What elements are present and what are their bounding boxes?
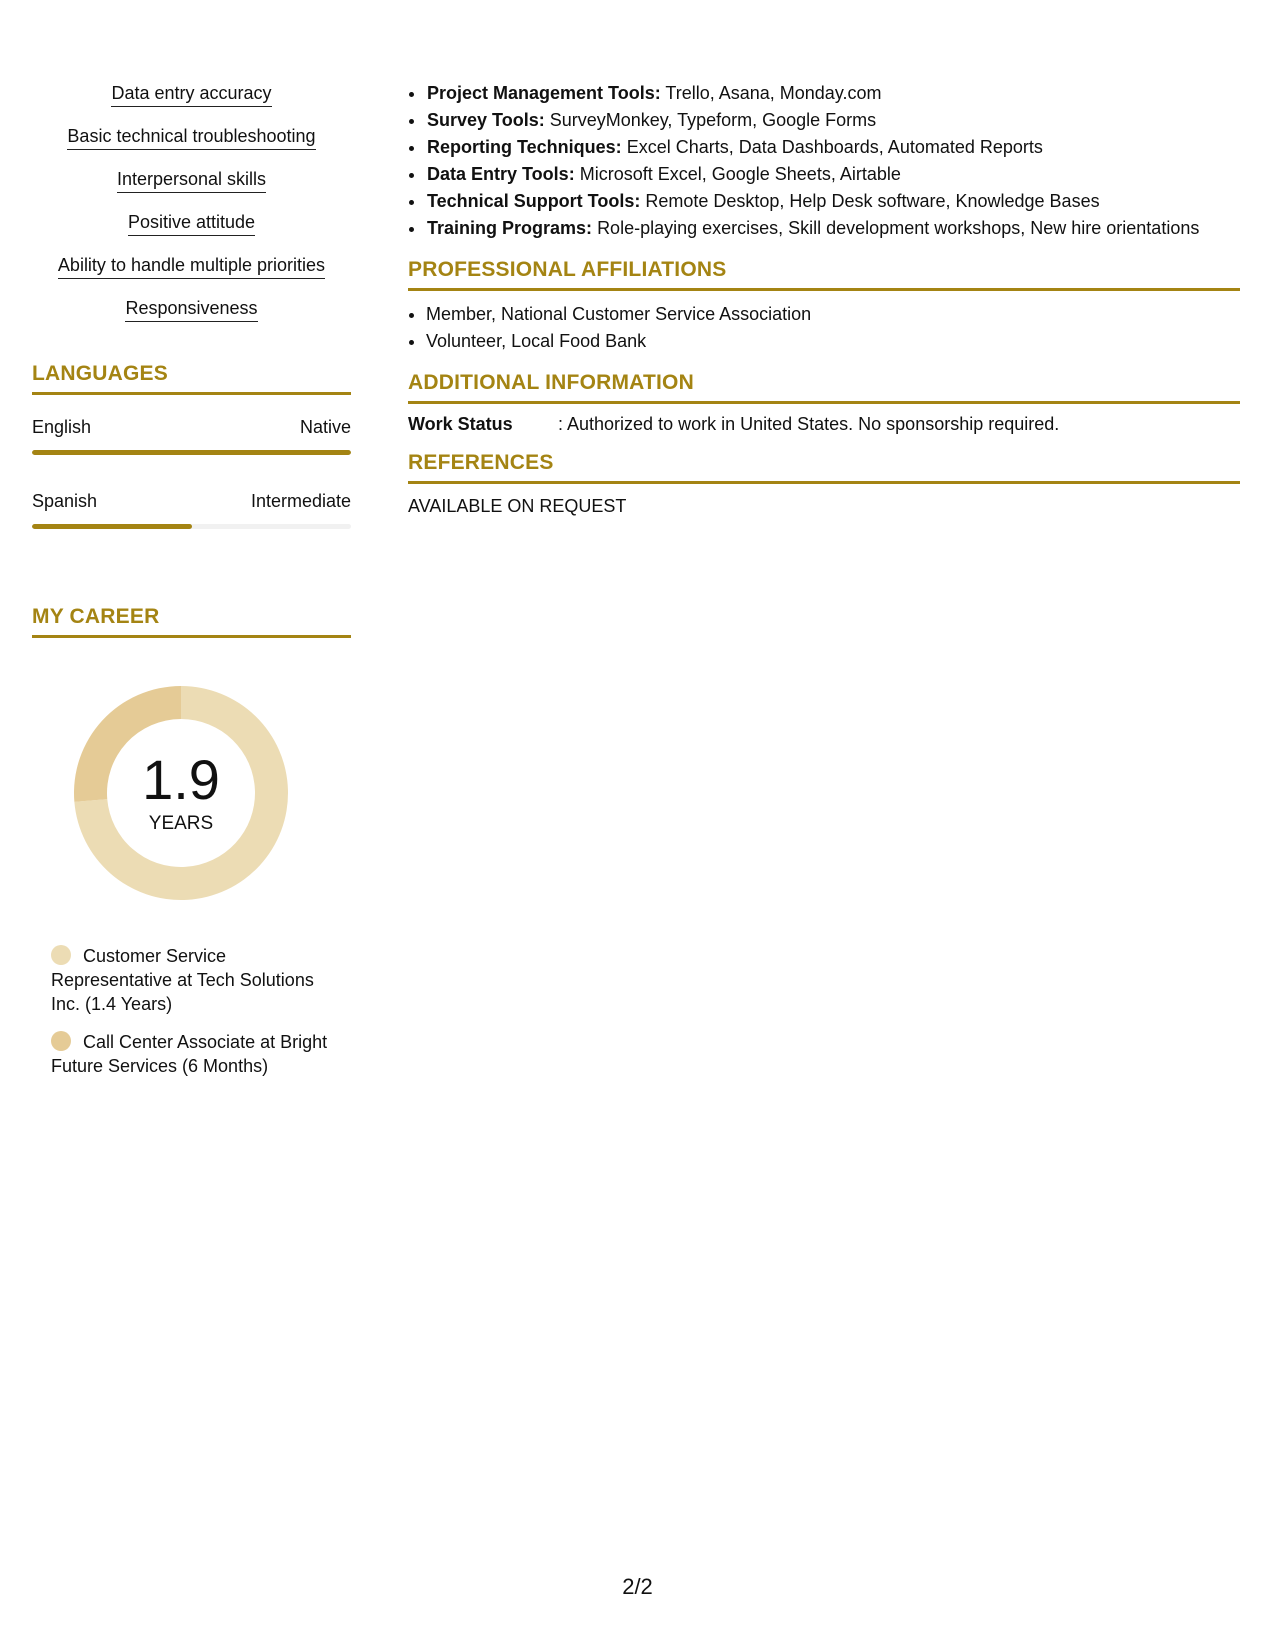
tools-label: Technical Support Tools: <box>427 191 641 211</box>
references-text: AVAILABLE ON REQUEST <box>408 496 627 516</box>
tools-value: Trello, Asana, Monday.com <box>665 83 882 103</box>
tools-value: Remote Desktop, Help Desk software, Knowledge Bases <box>645 191 1100 211</box>
tools-item <box>426 188 1240 215</box>
skill-label: Responsiveness <box>125 297 257 322</box>
skills-list <box>32 82 351 322</box>
tools-label: Survey Tools: <box>427 110 545 130</box>
legend-dot-icon <box>51 1031 71 1051</box>
work-status-value: : Authorized to work in United States. No sponsorship required. <box>558 414 1060 434</box>
skill-item <box>32 125 351 150</box>
language-bar <box>32 450 351 455</box>
skill-label: Interpersonal skills <box>117 168 266 193</box>
skill-label: Ability to handle multiple priorities <box>58 254 325 279</box>
language-item <box>32 417 351 455</box>
skill-label: Positive attitude <box>128 211 255 236</box>
legend-dot-icon <box>51 945 71 965</box>
skill-label: Basic technical troubleshooting <box>67 125 315 150</box>
left-column <box>32 82 351 1092</box>
work-status-row <box>408 414 1240 435</box>
page-number: 2/2 <box>622 1574 653 1599</box>
donut-center <box>66 678 296 908</box>
career-section <box>32 605 351 1078</box>
languages-section <box>32 362 351 529</box>
additional-info-heading: ADDITIONAL INFORMATION <box>408 371 1240 404</box>
skill-item <box>32 254 351 279</box>
tools-item <box>426 80 1240 107</box>
tools-item <box>426 107 1240 134</box>
tools-item <box>426 161 1240 188</box>
career-total-unit: YEARS <box>148 813 214 834</box>
language-name: Spanish <box>32 491 98 511</box>
language-name: English <box>32 417 92 437</box>
additional-info-section <box>408 371 1240 435</box>
references-section <box>408 451 1240 517</box>
skill-item <box>32 211 351 236</box>
tools-list <box>408 80 1240 242</box>
skill-label: Data entry accuracy <box>111 82 271 107</box>
tools-label: Reporting Techniques: <box>427 137 622 157</box>
skill-item <box>32 168 351 193</box>
career-total-value: 1.9 <box>142 748 220 811</box>
affiliation-item: • Volunteer, Local Food Bank <box>426 328 1240 355</box>
affiliations-heading: PROFESSIONAL AFFILIATIONS <box>408 258 1240 291</box>
language-level: Native <box>299 417 351 437</box>
tools-label: Data Entry Tools: <box>427 164 575 184</box>
affiliations-section <box>408 258 1240 355</box>
legend-label: Call Center Associate at Bright Future Services (6 Months) <box>51 1032 328 1076</box>
affiliation-item: • Member, National Customer Service Association <box>426 301 1240 328</box>
tools-value: Role-playing exercises, Skill development workshops, New hire orientations <box>597 218 1200 238</box>
career-heading: MY CAREER <box>32 605 351 638</box>
career-donut-chart <box>66 678 296 908</box>
language-bar <box>32 524 351 529</box>
tools-label: Project Management Tools: <box>427 83 661 103</box>
legend-label: Customer Service Representative at Tech Solutions Inc. (1.4 Years) <box>51 946 314 1014</box>
language-level: Intermediate <box>250 491 351 511</box>
languages-heading: LANGUAGES <box>32 362 351 395</box>
legend-item <box>51 944 331 1016</box>
work-status-label: Work Status <box>408 414 513 434</box>
affiliations-list <box>408 301 1240 355</box>
skill-item <box>32 82 351 107</box>
references-heading: REFERENCES <box>408 451 1240 484</box>
career-legend <box>51 944 331 1078</box>
right-column <box>408 80 1240 517</box>
skill-item <box>32 297 351 322</box>
language-bar-fill <box>32 450 351 455</box>
tools-value: Microsoft Excel, Google Sheets, Airtable <box>579 164 901 184</box>
tools-item <box>426 134 1240 161</box>
tools-label: Training Programs: <box>427 218 593 238</box>
tools-item <box>426 215 1240 242</box>
tools-value: SurveyMonkey, Typeform, Google Forms <box>549 110 877 130</box>
language-bar-fill <box>32 524 192 529</box>
tools-value: Excel Charts, Data Dashboards, Automated Reports <box>626 137 1043 157</box>
language-item <box>32 491 351 529</box>
legend-item <box>51 1030 331 1078</box>
